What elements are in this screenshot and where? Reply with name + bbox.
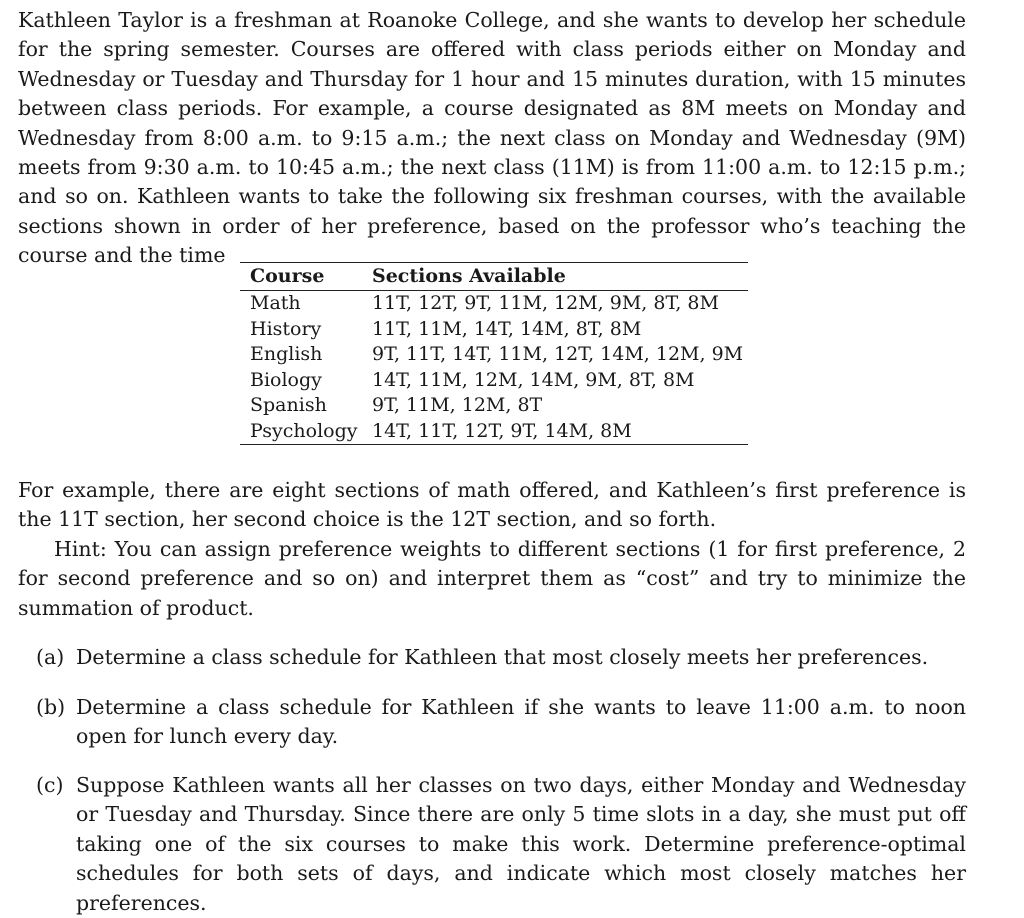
table-row — [240, 419, 748, 445]
question-b — [36, 693, 966, 752]
header-sections: Sections Available — [362, 263, 748, 291]
example-paragraph: For example, there are eight sections of math offered, and Kathleen’s first preference is the 11T section, her second choice is the 12T section, and so forth. — [18, 478, 966, 532]
table-row — [240, 368, 748, 394]
hint-paragraph: Hint: You can assign preference weights to different sections (1 for first preference, 2 for second preference and so on) and interpret them as “cost” and try to minimize the summation of product. — [18, 537, 966, 620]
course-sections: 9T, 11T, 14T, 11M, 12T, 14M, 12M, 9M — [372, 343, 744, 365]
question-text: Determine a class schedule for Kathleen if she wants to leave 11:00 a.m. to noon open for lunch every day. — [76, 695, 966, 749]
table-row — [240, 291, 748, 317]
intro-paragraph: Kathleen Taylor is a freshman at Roanoke College, and she wants to develop her schedule for the spring semester. Courses are offered with class periods either on Monday and Wednesday or Tuesday and Thursday for 1 hour and 15 minutes duration, with 15 minutes between class periods. For example, a course designated as 8M meets on Monday and Wednesday from 8:00 a.m. to 9:15 a.m.; the next class on Monday and Wednesday (9M) meets from 9:30 a.m. to 10:45 a.m.; the next class (11M) is from 11:00 a.m. to 12:15 p.m.; and so on. Kathleen wants to take the following six freshman courses, with the available sections shown in order of her preference, based on the professor who’s teaching the course and the time — [18, 8, 966, 268]
course-name: Psychology — [250, 419, 358, 442]
course-sections: 11T, 12T, 9T, 11M, 12M, 9M, 8T, 8M — [372, 292, 719, 314]
course-sections: 9T, 11M, 12M, 8T — [372, 394, 543, 416]
question-text: Determine a class schedule for Kathleen that most closely meets her preferences. — [76, 645, 929, 669]
course-name: English — [250, 343, 323, 365]
course-name: Spanish — [250, 394, 327, 416]
question-a — [36, 643, 966, 672]
course-sections-table — [240, 262, 748, 445]
course-sections: 11T, 11M, 14T, 14M, 8T, 8M — [372, 317, 642, 340]
course-name: History — [250, 317, 322, 340]
header-course: Course — [240, 263, 362, 291]
question-label: (a) — [36, 645, 65, 669]
table-header-row — [240, 263, 748, 291]
course-name: Math — [250, 292, 301, 314]
question-label: (c) — [36, 773, 64, 797]
course-sections: 14T, 11M, 12M, 14M, 9M, 8T, 8M — [372, 368, 695, 391]
course-name: Biology — [250, 368, 322, 391]
question-text: Suppose Kathleen wants all her classes on two days, either Monday and Wednesday or Tuesday and Thursday. Since there are only 5 time slots in a day, she must put off taking one of the six courses to make this work. Determine preference-optimal schedules for both sets of days, and indicate which most closely matches her preferences. — [76, 773, 966, 915]
course-sections: 14T, 11T, 12T, 9T, 14M, 8M — [372, 419, 632, 442]
question-label: (b) — [36, 695, 66, 719]
table-row — [240, 317, 748, 343]
table-row — [240, 393, 748, 419]
table-row — [240, 342, 748, 368]
